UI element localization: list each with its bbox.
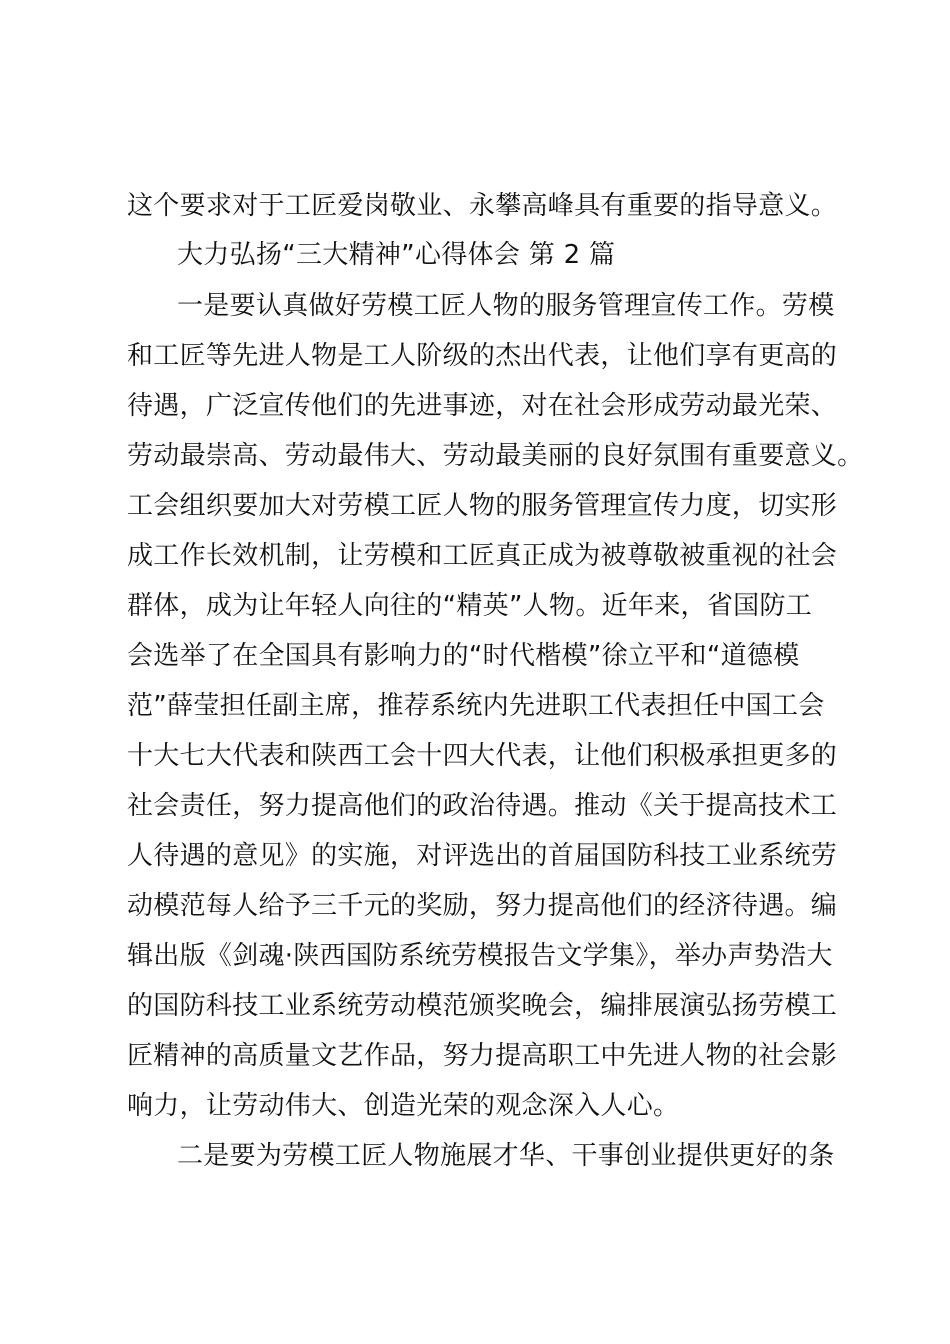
paragraph-1-line-9: 范”薛莹担任副主席，推荐系统内先进职工代表担任中国工会 — [127, 691, 825, 721]
text-line-continuation: 这个要求对于工匠爱岗敬业、永攀高峰具有重要的指导意义。 — [127, 191, 838, 221]
paragraph-1-line-6: 成工作长效机制，让劳模和工匠真正成为被尊敬被重视的社会 — [127, 541, 838, 571]
paragraph-1-line-14: 辑出版《剑魂·陕西国防系统劳模报告文学集》，举办声势浩大 — [127, 941, 833, 971]
paragraph-1-line-12: 人待遇的意见》的实施，对评选出的首届国防科技工业系统劳 — [127, 841, 838, 871]
paragraph-1-line-11: 社会责任，努力提高他们的政治待遇。推动《关于提高技术工 — [127, 791, 838, 821]
paragraph-2-line-1: 二是要为劳模工匠人物施展才华、干事创业提供更好的条 — [177, 1141, 835, 1171]
section-heading: 大力弘扬“三大精神”心得体会 第 2 篇 — [177, 240, 616, 270]
paragraph-1-line-4: 劳动最崇高、劳动最伟大、劳动最美丽的良好氛围有重要意义。 — [127, 441, 864, 471]
paragraph-1-line-15: 的国防科技工业系统劳动模范颁奖晚会，编排展演弘扬劳模工 — [127, 991, 838, 1021]
paragraph-1-line-2: 和工匠等先进人物是工人阶级的杰出代表，让他们享有更高的 — [127, 341, 838, 371]
paragraph-1-line-7: 群体，成为让年轻人向往的“精英”人物。近年来，省国防工 — [127, 591, 813, 621]
paragraph-1-line-17: 响力，让劳动伟大、创造光荣的观念深入人心。 — [127, 1091, 680, 1121]
paragraph-1-line-3: 待遇，广泛宣传他们的先进事迹，对在社会形成劳动最光荣、 — [127, 391, 838, 421]
paragraph-1-line-13: 动模范每人给予三千元的奖励，努力提高他们的经济待遇。编 — [127, 891, 838, 921]
paragraph-1-line-8: 会选举了在全国具有影响力的“时代楷模”徐立平和“道德模 — [127, 641, 800, 671]
paragraph-1-line-16: 匠精神的高质量文艺作品，努力提高职工中先进人物的社会影 — [127, 1041, 838, 1071]
paragraph-1-line-5: 工会组织要加大对劳模工匠人物的服务管理宣传力度，切实形 — [127, 491, 838, 521]
paragraph-1-line-1: 一是要认真做好劳模工匠人物的服务管理宣传工作。劳模 — [177, 291, 835, 321]
paragraph-1-line-10: 十大七大代表和陕西工会十四大代表，让他们积极承担更多的 — [127, 741, 838, 771]
